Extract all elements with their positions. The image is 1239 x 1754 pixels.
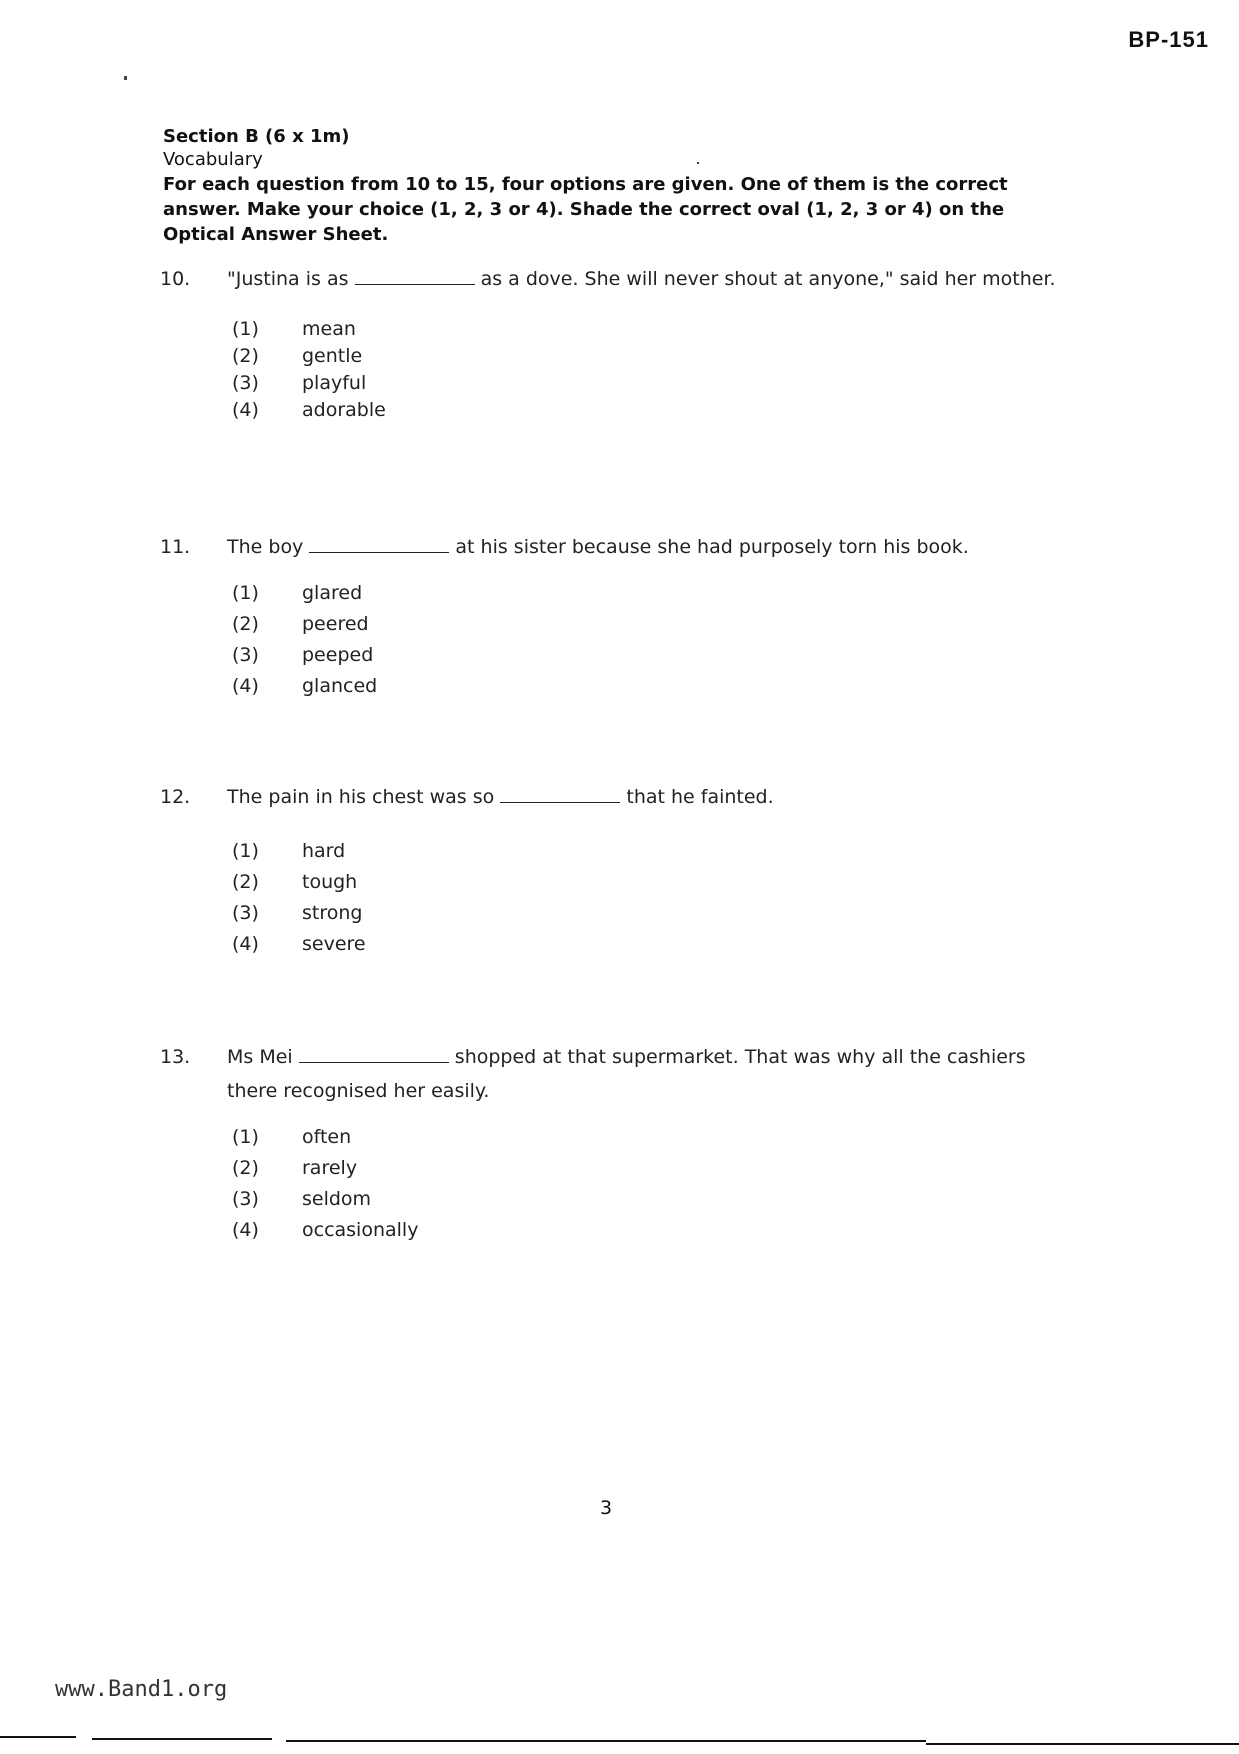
question-text: [227, 530, 1080, 564]
question-text-after: as a dove. She will never shout at anyone," said her mother.: [480, 268, 1056, 290]
question-number: 10.: [160, 268, 191, 290]
option: [232, 343, 1080, 370]
options-list: [232, 578, 1080, 702]
option: [232, 671, 1080, 702]
option-number: (1): [232, 582, 259, 604]
option-text: playful: [302, 372, 367, 394]
question-text-after: that he fainted.: [626, 786, 774, 808]
answer-blank: [500, 784, 620, 803]
option: [232, 640, 1080, 671]
footer-rule: [286, 1740, 926, 1742]
answer-blank: [309, 534, 449, 553]
option-number: (3): [232, 902, 259, 924]
footer-website: www.Band1.org: [55, 1677, 228, 1702]
option-text: glared: [302, 582, 363, 604]
footer-rule: [0, 1736, 76, 1738]
option: [232, 397, 1080, 424]
option-text: strong: [302, 902, 363, 924]
option-number: (3): [232, 1188, 259, 1210]
option: [232, 1215, 1080, 1246]
question-text: [227, 1040, 1080, 1108]
option-number: (2): [232, 345, 259, 367]
option: [232, 316, 1080, 343]
question-text: [227, 780, 1080, 814]
option-number: (3): [232, 644, 259, 666]
question-number: 13.: [160, 1046, 191, 1068]
question-number: 11.: [160, 536, 191, 558]
scan-speck: [124, 76, 127, 80]
question-text-before: Ms Mei: [227, 1046, 293, 1068]
option-text: mean: [302, 318, 356, 340]
question-13: [160, 1040, 1080, 1246]
question-10: [160, 262, 1080, 424]
option: [232, 867, 1080, 898]
option-text: often: [302, 1126, 352, 1148]
option: [232, 370, 1080, 397]
option-text: seldom: [302, 1188, 372, 1210]
option: [232, 1184, 1080, 1215]
option-text: glanced: [302, 675, 378, 697]
option-text: occasionally: [302, 1219, 419, 1241]
question-text-after: at his sister because she had purposely torn his book.: [455, 536, 969, 558]
options-list: [232, 1122, 1080, 1246]
options-list: [232, 836, 1080, 960]
answer-blank: [299, 1044, 449, 1063]
option-number: (1): [232, 318, 259, 340]
footer-rule: [926, 1743, 1239, 1745]
option-text: adorable: [302, 399, 386, 421]
option-number: (4): [232, 675, 259, 697]
option-number: (4): [232, 1219, 259, 1241]
option: [232, 578, 1080, 609]
option-number: (4): [232, 399, 259, 421]
question-11: [160, 530, 1080, 702]
option-text: severe: [302, 933, 366, 955]
option: [232, 929, 1080, 960]
option: [232, 1153, 1080, 1184]
question-number: 12.: [160, 786, 191, 808]
option-text: peered: [302, 613, 369, 635]
option-text: tough: [302, 871, 358, 893]
option-text: peeped: [302, 644, 374, 666]
option-number: (4): [232, 933, 259, 955]
question-text: [227, 262, 1080, 296]
option: [232, 1122, 1080, 1153]
option-number: (2): [232, 871, 259, 893]
option: [232, 836, 1080, 867]
section-instructions: For each question from 10 to 15, four options are given. One of them is the correct answer. Make your choice (1, 2, 3 or 4). Shade the correct oval (1, 2, 3 or 4) on the Optical Answer Sheet.: [163, 174, 1008, 245]
option-text: gentle: [302, 345, 363, 367]
option-number: (1): [232, 1126, 259, 1148]
paper-code: BP-151: [1128, 27, 1209, 52]
section-header: [163, 125, 1063, 247]
option: [232, 609, 1080, 640]
option-number: (3): [232, 372, 259, 394]
section-title: Section B (6 x 1m): [163, 126, 350, 147]
option-number: (2): [232, 1157, 259, 1179]
question-text-before: "Justina is as: [227, 268, 349, 290]
answer-blank: [355, 266, 475, 285]
question-text-before: The pain in his chest was so: [227, 786, 495, 808]
option-number: (2): [232, 613, 259, 635]
option: [232, 898, 1080, 929]
option-number: (1): [232, 840, 259, 862]
option-text: rarely: [302, 1157, 358, 1179]
footer-rule: [92, 1738, 272, 1740]
options-list: [232, 316, 1080, 424]
option-text: hard: [302, 840, 346, 862]
page-number: 3: [600, 1497, 613, 1519]
question-12: [160, 780, 1080, 960]
section-subtitle: Vocabulary: [163, 149, 263, 170]
question-text-after: shopped at that supermarket. That was why all the cashiers there recognised her easily.: [227, 1046, 1026, 1102]
question-text-before: The boy: [227, 536, 304, 558]
